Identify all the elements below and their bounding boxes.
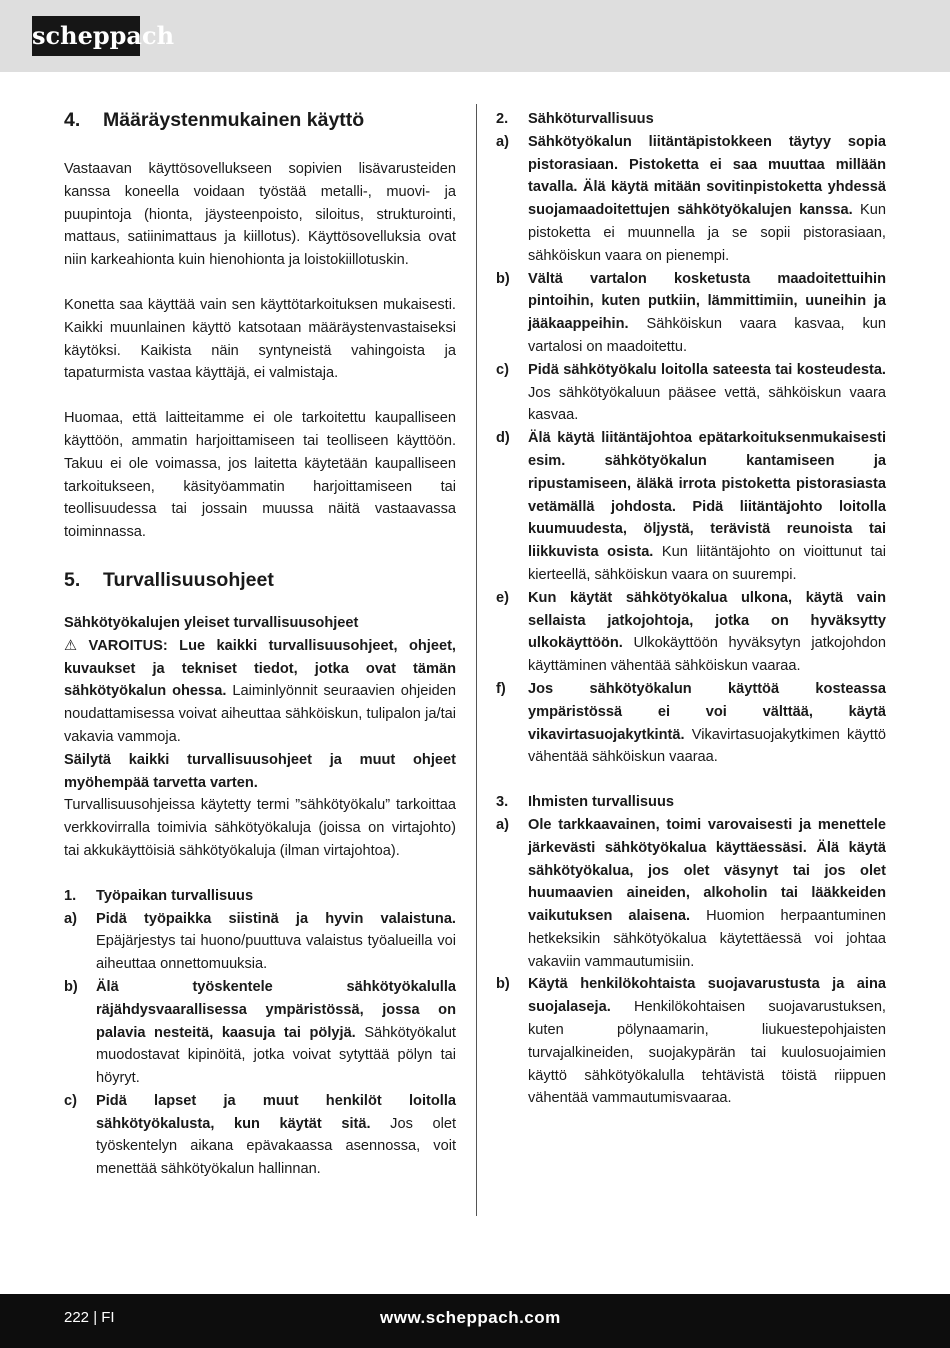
item-text: Sähköiskun vaara kasvaa, kun vartalosi on maadoitettu. — [528, 316, 886, 355]
warning-bold-text: VAROITUS: Lue kaikki turvallisuusohjeet, ohjeet, kuvaukset ja tekniset tiedot, jotka ovat tämän sähkötyökalun ohessa. — [64, 637, 456, 700]
item-bold-text: Älä työskentele sähkötyökalulla räjähdysvaarallisessa ympäristössä, jossa on palavia nesteitä, kaasuja tai pölyjä. — [96, 978, 456, 1041]
list-item — [496, 427, 886, 587]
item-text: Epäjärjestys tai huono/puuttuva valaistus työalueilla voi aiheuttaa onnettomuuksia. — [96, 933, 456, 973]
item-text: Vikavirtasuojakytkimen käyttö vähentää sähköiskun vaaraa. — [528, 726, 886, 766]
item-text: Jos olet työskentelyn aikana epävakaassa asennossa, voit menettää sähkötyökalun hallinnan. — [96, 1115, 456, 1178]
section-number: 5. — [64, 568, 81, 591]
list-title: Ihmisten turvallisuus — [528, 794, 674, 811]
right-column — [496, 108, 886, 1110]
list-2-heading — [496, 108, 886, 131]
item-label: e) — [496, 589, 509, 606]
item-bold-text: Ole tarkkaavainen, toimi varovaisesti ja menettele järkevästi sähkötyökalua käyttäessäsi. Älä käytä sähkötyökalua, jos olet väsynyt tai jos olet huumaavien aineiden, alkoholin tai lääkkeiden vaikutuksen alaisena. — [528, 816, 886, 925]
section-number: 4. — [64, 109, 81, 131]
item-bold-text: Pidä työpaikka siistinä ja hyvin valaistuna. — [96, 910, 456, 927]
item-label: a) — [496, 816, 509, 833]
list-3-heading — [496, 791, 886, 814]
list-1-heading — [64, 885, 456, 908]
page-number: 222 | FI — [64, 1309, 115, 1326]
section-4-heading — [64, 108, 456, 132]
item-bold-text: Sähkötyökalun liitäntäpistokkeen täytyy sopia pistorasiaan. Pistoketta ei saa muuttaa millään tavalla. Älä käytä mitään sovitinpistoketta yhdessä suojamaadoitettujen sähkötyökalujen kanssa. — [528, 133, 886, 219]
paragraph: Konetta saa käyttää vain sen käyttötarkoituksen mukaisesti. Kaikki muunlainen käyttö katsotaan määräystenvastaiseksi käytöksi. Kaikista näin syntyneistä vahingoista ja tapaturmista vastaa käyttäjä, ei valmistaja. — [64, 296, 456, 382]
list-item — [496, 678, 886, 769]
list-item — [496, 268, 886, 359]
item-text: Jos sähkötyökaluun pääsee vettä, sähköiskun vaara kasvaa. — [528, 384, 886, 424]
left-column — [64, 108, 456, 1181]
page-header — [0, 0, 950, 72]
paragraph: Vastaavan käyttösovellukseen sopivien lisävarusteiden kanssa koneella voidaan työstää metalli-, muovi- ja puupintoja (hionta, jäysteenpoisto, siloitus, strukturointi, mattaus, satiinimattaus ja kiillotus). Käyttösovelluksia ovat niin karkeahionta kuin hienohionta ja loistokiillotuskin. — [64, 161, 456, 269]
column-divider — [476, 104, 477, 1216]
item-bold-text: Älä käytä liitäntäjohtoa epätarkoituksenmukaisesti esim. sähkötyökalun kantamiseen ja ripustamiseen, äläkä irrota pistoketta pistorasiasta vetämällä johdosta. Pidä liitäntäjohto loitolla kuumuudesta, öljystä, terävistä reunoista tai liikkuvista osista. — [528, 430, 886, 561]
item-label: a) — [496, 133, 509, 150]
item-text: Henkilökohtaisen suojavarustuksen, kuten pölynaamarin, liukuestepohjaisten turvajalkineiden, suojakypärän tai kuulosuojaimien käyttö sähkötyökalulla tehtävistä töistä riippuen vähentää vammautumisvaaraa. — [528, 999, 886, 1107]
list-item — [496, 973, 886, 1110]
list-title: Työpaikan turvallisuus — [96, 887, 254, 904]
item-label: b) — [496, 976, 510, 993]
item-text: Kun pistoketta ei muunnella ja se sopii pistorasiaan, sähköiskun vaara on pienempi. — [528, 202, 886, 264]
section-title: Määräystenmukainen käyttö — [103, 109, 365, 131]
item-label: c) — [496, 361, 509, 378]
scheppach-logo: scheppach — [32, 16, 140, 56]
item-label: b) — [64, 978, 78, 995]
paragraph: Huomaa, että laitteitamme ei ole tarkoitettu kaupalliseen käyttöön, ammatin harjoittamiseen tai teolliseen käyttöön. Takuu ei ole voimassa, jos laitetta käytetään kaupalliseen tarkoitukseen, käsityöammatin harjoittamiseen tai teollisuudessa tai jossain muussa näitä vastaavassa toiminnassa. — [64, 410, 456, 541]
warning-triangle-icon: ⚠ — [64, 637, 78, 654]
item-label: f) — [496, 680, 506, 697]
list-item — [496, 814, 886, 974]
section-title: Turvallisuusohjeet — [103, 568, 274, 591]
item-label: c) — [64, 1092, 77, 1109]
list-item — [64, 976, 456, 1090]
website-link[interactable]: www.scheppach.com — [380, 1308, 561, 1327]
list-item — [64, 908, 456, 976]
item-label: b) — [496, 270, 510, 287]
subheading: Sähkötyökalujen yleiset turvallisuusohjeet — [64, 614, 359, 631]
list-item — [496, 587, 886, 678]
item-text: Kun liitäntäjohto on vioittunut tai kierteellä, sähköiskun vaara on suurempi. — [528, 544, 886, 583]
section-5-heading — [64, 568, 456, 592]
item-bold-text: Vältä vartalon kosketusta maadoitettuihin pintoihin, kuten putkiin, lämmittimiin, uuneihin ja jääkaappeihin. — [528, 270, 886, 333]
item-label: a) — [64, 910, 77, 927]
item-label: d) — [496, 430, 510, 447]
term-paragraph: Turvallisuusohjeissa käytetty termi ”sähkötyökalu” tarkoittaa verkkovirralla toimivia sähkötyökaluja (joissa on virtajohto) tai akkukäyttöisiä sähkötyökaluja (ilman virtajohtoa). — [64, 797, 456, 859]
list-item — [496, 359, 886, 427]
item-text: Huomion herpaantuminen hetkeksikin sähkötyökalua käytettäessä voi johtaa vakaviin vammautumisiin. — [528, 908, 886, 970]
warning-text: Laiminlyönnit seuraavien ohjeiden noudattamisessa voivat aiheuttaa sähköiskun, tulipalon ja/tai vakavia vammoja. — [64, 683, 456, 745]
warning-paragraph — [64, 635, 456, 749]
item-text: Ulkokäyttöön hyväksytyn jatkojohdon käyttäminen vähentää sähköiskun vaaraa. — [528, 635, 886, 675]
list-title: Sähköturvallisuus — [528, 111, 654, 127]
item-bold-text: Käytä henkilökohtaista suojavarustusta ja aina suojalaseja. — [528, 976, 886, 1016]
item-bold-text: Kun käytät sähkötyökalua ulkona, käytä vain sellaista jatkojohtoja, jotka on hyväksytty ulkokäyttöön. — [528, 589, 886, 652]
list-number: 1. — [64, 887, 77, 904]
item-text: Sähkötyökalut muodostavat kipinöitä, jotka voivat sytyttää pölyn tai höyryt. — [96, 1024, 456, 1087]
list-number: 3. — [496, 794, 509, 811]
item-bold-text: Pidä lapset ja muut henkilöt loitolla sähkötyökalusta, kun käytät sitä. — [96, 1092, 456, 1132]
list-item — [64, 1090, 456, 1181]
list-item — [496, 131, 886, 268]
item-bold-text: Jos sähkötyökalun käyttöä kosteassa ympäristössä ei voi välttää, käytä vikavirtasuojakytkintä. — [528, 680, 886, 743]
item-bold-text: Pidä sähkötyökalu loitolla sateesta tai kosteudesta. — [528, 361, 886, 378]
list-number: 2. — [496, 111, 509, 127]
keep-instructions-text: Säilytä kaikki turvallisuusohjeet ja muut ohjeet myöhempää tarvetta varten. — [64, 751, 456, 791]
page-footer — [0, 1294, 950, 1348]
